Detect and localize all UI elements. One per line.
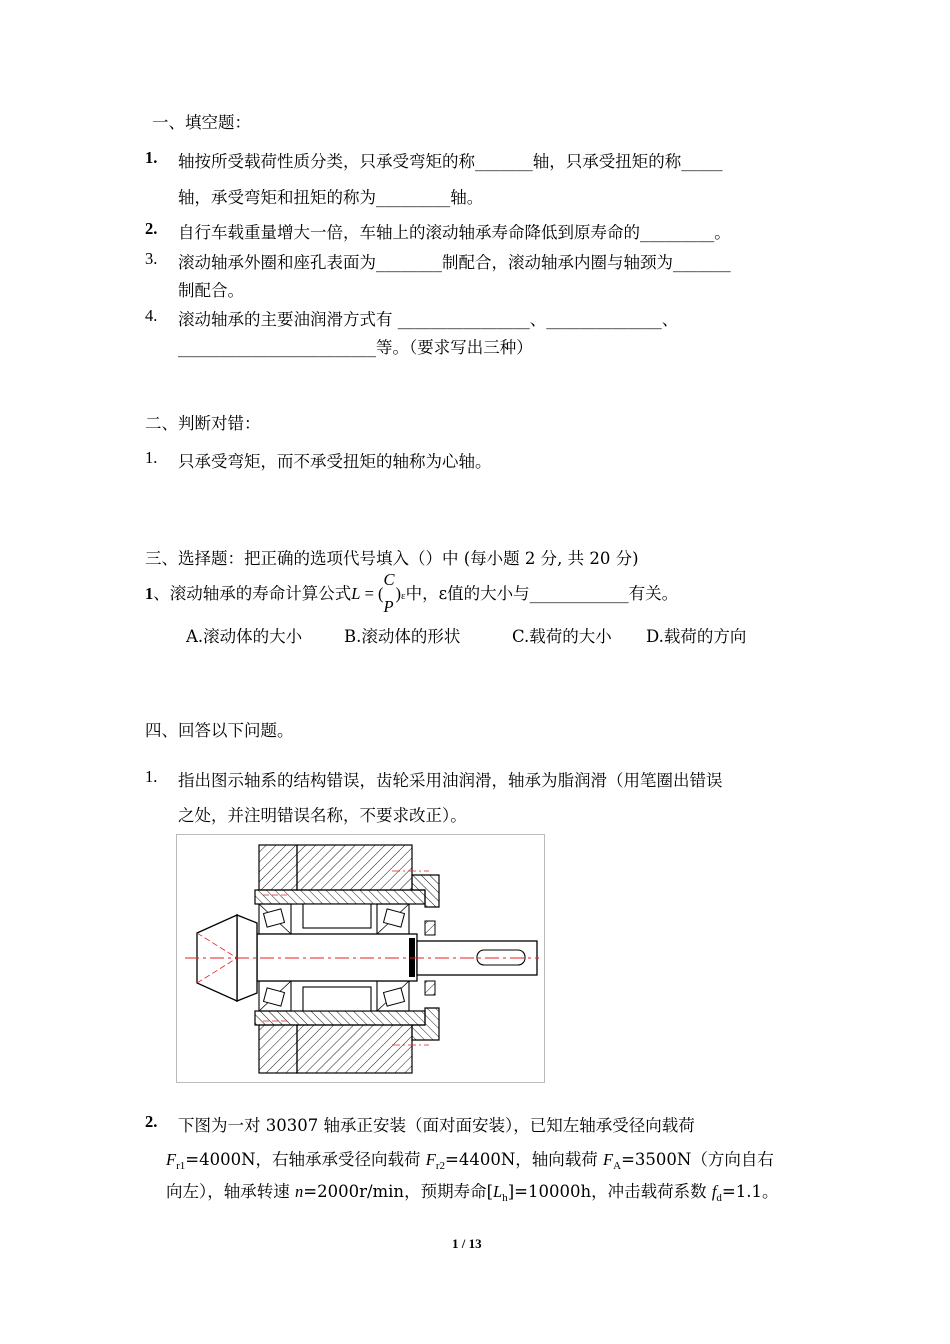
q4-2-number: 2. [145, 1112, 158, 1131]
fd-symbol: f [711, 1182, 717, 1201]
fa-subscript: A [613, 1160, 622, 1172]
section-1-title: 一、填空题： [152, 113, 251, 132]
q1-2-number: 2. [145, 219, 158, 238]
sleeve-top [255, 890, 425, 904]
q2-1-line1: 只承受弯矩，而不承受扭矩的轴称为心轴。 [178, 452, 492, 471]
q1-3-line1: 滚动轴承外圈和座孔表面为________制配合，滚动轴承内圈与轴颈为_______ [178, 253, 731, 272]
n-symbol: n [295, 1182, 304, 1201]
q3-1-option-c: C.载荷的大小 [512, 627, 612, 646]
fr2-symbol: F [425, 1150, 436, 1169]
formula-exponent: ε [401, 590, 406, 602]
section-3-title: 三、选择题：把正确的选项代号填入（）中 (每小题 2 分, 共 20 分) [145, 549, 639, 568]
fd-value: =1.1。 [721, 1182, 779, 1201]
section-4-title: 四、回答以下问题。 [145, 721, 294, 740]
fa-symbol: F [603, 1150, 614, 1169]
keyway [477, 950, 525, 965]
spacer-top [303, 904, 371, 928]
fa-value: =3500N（方向自右 [621, 1150, 774, 1169]
q4-2-line3-start: 向左），轴承转速 [166, 1182, 295, 1201]
housing-top [297, 845, 412, 890]
q1-4-number: 4. [145, 306, 158, 325]
q4-2-line2 [166, 1146, 774, 1172]
q1-1-line1: 轴按所受载荷性质分类，只承受弯矩的称_______轴，只承受扭矩的称_____ [178, 152, 723, 171]
q3-1-option-a: A.滚动体的大小 [186, 627, 303, 646]
section-2-title: 二、判断对错： [145, 414, 261, 433]
housing-bottom [297, 1025, 412, 1073]
q1-3-line2: 制配合。 [178, 281, 244, 300]
fr1-value: =4000N，右轴承承受径向载荷 [185, 1150, 426, 1169]
n-value: =2000r/min，预期寿命[ [303, 1182, 493, 1201]
q3-1-post: 中，ε值的大小与____________有关。 [405, 584, 679, 603]
q4-1-line2: 之处，并注明错误名称，不要求改正）。 [178, 806, 467, 825]
fr1-subscript: r1 [176, 1160, 186, 1172]
formula-L: L [351, 584, 361, 603]
formula-numerator: C [383, 570, 395, 589]
fd-subscript: d [716, 1192, 722, 1204]
q4-2-line1: 下图为一对 30307 轴承正安装（面对面安装），已知左轴承受径向载荷 [178, 1116, 695, 1135]
formula-fraction [383, 570, 396, 616]
q2-1-number: 1. [145, 448, 158, 467]
fr1-symbol: F [166, 1150, 177, 1169]
page-number: 1 / 13 [452, 1236, 482, 1251]
shaft-main [257, 934, 417, 981]
lh-symbol: L [493, 1182, 503, 1201]
sleeve-bottom [255, 1011, 425, 1025]
housing-top-left [259, 845, 297, 890]
formula-eq: = ( [360, 584, 384, 603]
q3-1-pre: 、滚动轴承的寿命计算公式 [153, 584, 352, 603]
q4-1-number: 1. [145, 767, 158, 786]
q1-2-line1: 自行车载重量增大一倍，车轴上的滚动轴承寿命降低到原寿命的_________。 [178, 223, 731, 242]
retaining-ring [409, 938, 415, 977]
lh-value: ]=10000h，冲击载荷系数 [507, 1182, 712, 1201]
fr2-subscript: r2 [435, 1160, 446, 1172]
lh-subscript: h [502, 1192, 508, 1204]
fr2-value: =4400N，轴向载荷 [445, 1150, 604, 1169]
formula-denominator: P [383, 597, 394, 616]
spacer-bottom [303, 987, 371, 1011]
q4-2-line3 [166, 1178, 778, 1204]
seal-top [425, 921, 435, 935]
right-roller-bottom [383, 988, 404, 1006]
q3-1-option-d: D.载荷的方向 [646, 627, 747, 646]
formula-close: ) [395, 584, 401, 603]
shaft-assembly-drawing [177, 835, 544, 1082]
q1-1-line2: 轴，承受弯矩和扭矩的称为_________轴。 [178, 188, 484, 207]
q1-4-line1: 滚动轴承的主要油润滑方式有 ________________、______________、 [178, 310, 679, 329]
q3-1-line [145, 570, 679, 620]
q1-3-number: 3. [145, 249, 158, 268]
shaft-system-figure [176, 834, 545, 1083]
q1-4-line2: ________________________等。（要求写出三种） [178, 338, 533, 357]
q4-1-line1: 指出图示轴系的结构错误，齿轮采用油润滑，轴承为脂润滑（用笔圈出错误 [178, 771, 723, 790]
q3-1-option-b: B.滚动体的形状 [344, 627, 461, 646]
q1-1-number: 1. [145, 148, 158, 167]
q3-1-number: 1 [145, 584, 154, 603]
seal-bottom [425, 981, 435, 995]
housing-bottom-left [259, 1025, 297, 1073]
